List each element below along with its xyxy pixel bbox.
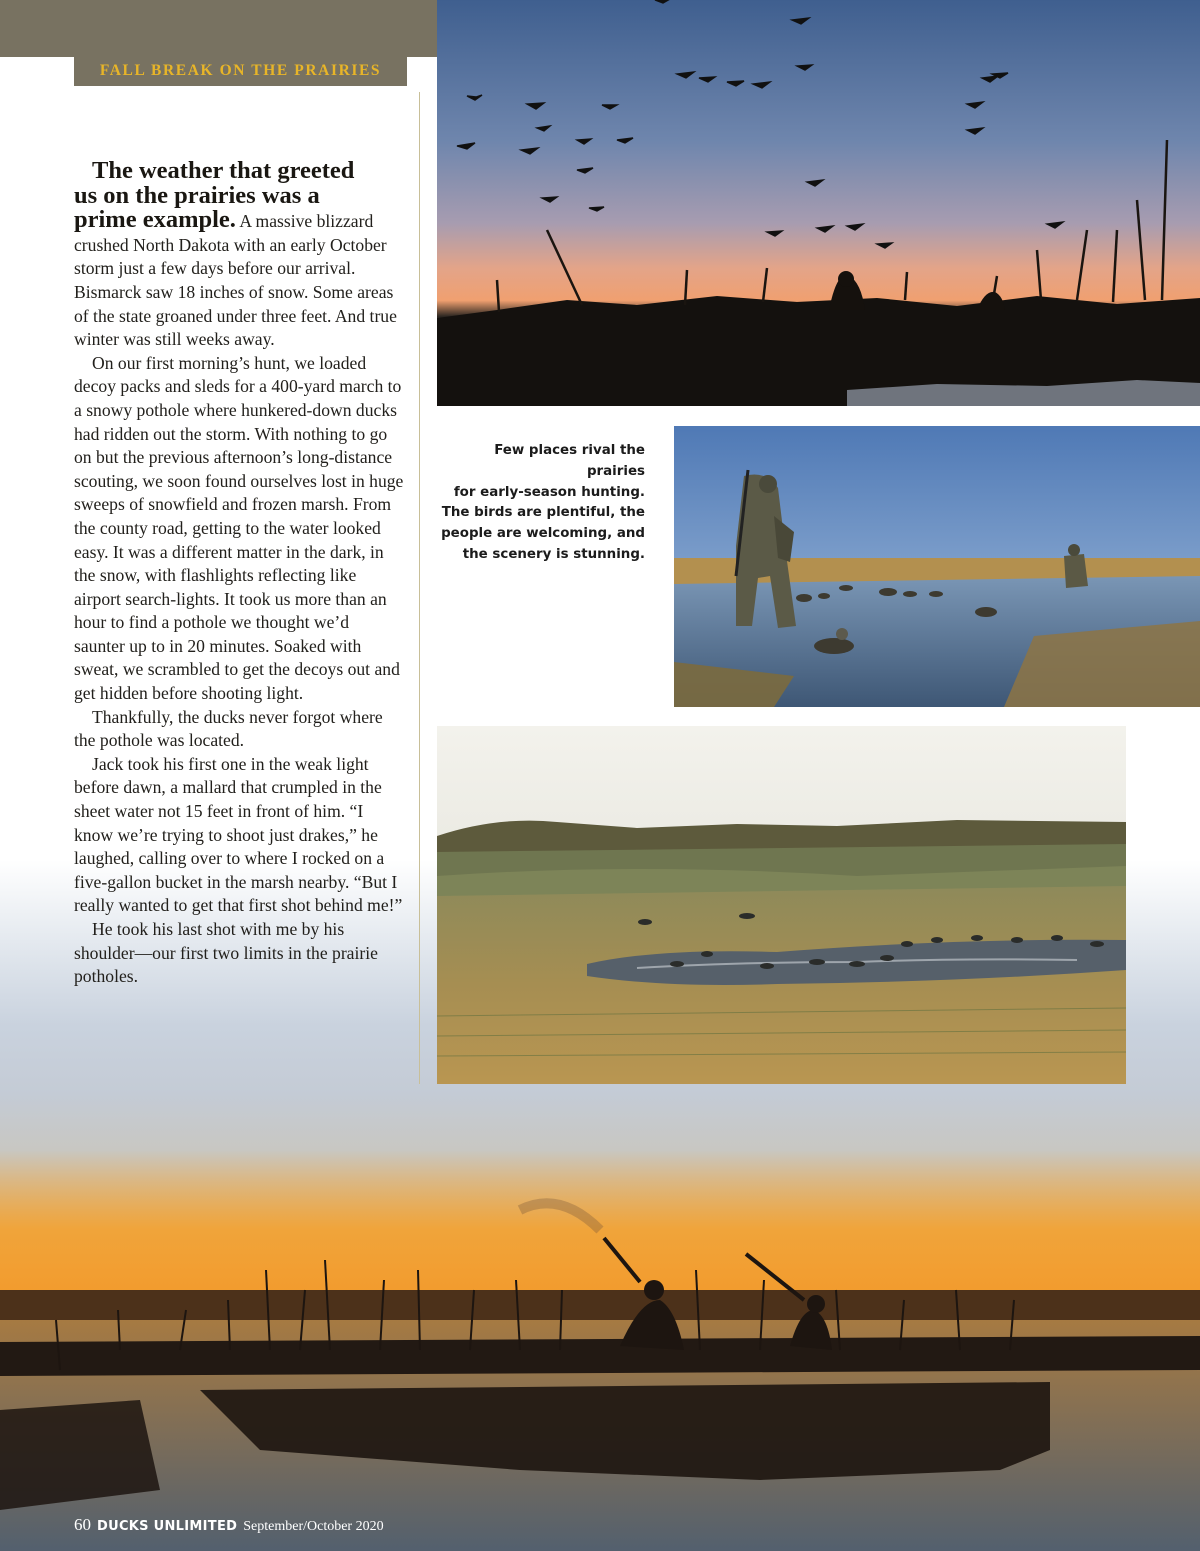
article-paragraph-3: Thankfully, the ducks never forgot where the pothole was located.	[74, 706, 383, 751]
publication-name: DUCKS UNLIMITED	[97, 1519, 238, 1534]
page-footer	[74, 1515, 384, 1537]
paragraph-text: A massive blizzard crushed North Dakota with an early October storm just a few days before our arrival. Bismarck saw 18 inches of snow. Some areas of the state groaned under three feet. And true winter was still weeks away.	[74, 211, 397, 350]
section-tag-label: FALL BREAK ON THE PRAIRIES	[99, 62, 382, 79]
header-color-band	[0, 0, 437, 57]
article-paragraph-4: Jack took his first one in the weak light before dawn, a mallard that crumpled in the sheet water not 15 feet in front of him. “I know we’re trying to shoot just drakes,” he laughed, calling over to where I rocked on a five-gallon bucket in the marsh nearby. “But I really wanted to get that first shot behind me!”	[74, 753, 403, 916]
article-paragraph-5: He took his last shot with me by his shoulder—our first two limits in the prairie potholes.	[74, 919, 378, 987]
lead-in-line: prime example.	[74, 206, 236, 234]
article-body	[74, 157, 404, 989]
article-paragraph-1	[74, 157, 404, 352]
photo-hunter-wading	[674, 426, 1200, 707]
page-number: 60	[74, 1515, 91, 1534]
section-tag	[74, 56, 407, 86]
column-divider	[419, 92, 420, 1084]
caption-line: for early-season hunting.	[453, 484, 645, 500]
photo-sunset-silhouette	[0, 1150, 1200, 1551]
photo-dusk-flight	[437, 0, 1200, 406]
photo-marsh-field	[437, 726, 1126, 1084]
caption-line: people are welcoming, and	[441, 526, 645, 542]
photo-caption	[437, 441, 645, 566]
caption-line: Few places rival the prairies	[494, 443, 645, 479]
issue-date: September/October 2020	[243, 1519, 384, 1534]
caption-line: the scenery is stunning.	[462, 546, 645, 562]
lead-in-line: us on the prairies was a	[74, 181, 320, 209]
caption-line: The birds are plentiful, the	[441, 505, 645, 521]
lead-in-line: The weather that greeted	[92, 157, 355, 184]
article-paragraph-2: On our first morning’s hunt, we loaded decoy packs and sleds for a 400-yard march to a snowy pothole where hunkered-down ducks had ridden out the storm. With nothing to go on but the previous afternoon’s long-distance scouting, we soon found ourselves lost in huge sweeps of snowfield and frozen marsh. From the county road, getting to the water looked easy. It was a different matter in the dark, in the snow, with flashlights reflecting like airport search-lights. It took us more than an hour to find a pothole we thought we’d saunter up to in 20 minutes. Soaked with sweat, we scrambled to get the decoys out and get hidden before shooting light.	[74, 352, 404, 704]
